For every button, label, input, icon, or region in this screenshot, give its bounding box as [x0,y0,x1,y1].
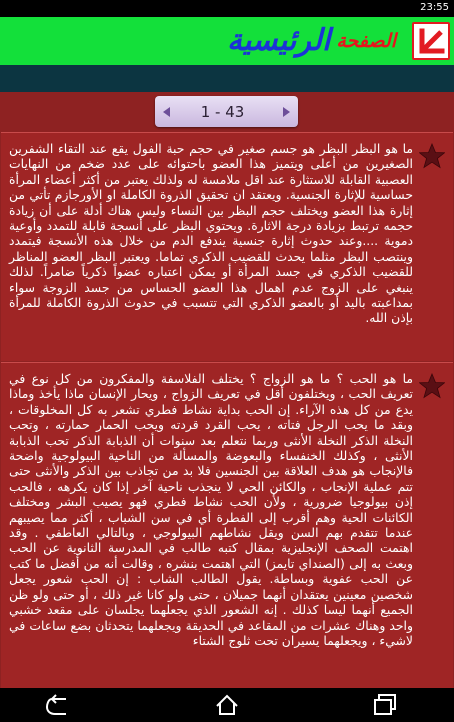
list-item[interactable] [1,362,453,688]
system-nav-bar [0,688,454,722]
article-text: ما هو الحب ؟ ما هو الزواج ؟ يختلف الفلاسفة والمفكرون من كل نوع في تعريف الحب ، ويختلفون أقل في تعريف الزواج ، ويحار الإنسان ماذا يأخذ وماذا يدع من كل هذه الآراء. إن الحب بداية نشاط فطري تشعر به كل المخلوقات ، وبقد ما يحب الرجل فتاته ، يحب القرد قردته ويحب الحمار حمارته ، وتحب النخلة الذكر النخلة الأنثى وربما نتعلم بعد سنوات أن الذبابة الذكر تحب الذبابة الأنثى ، وكذلك الخنفساء والبعوضة والمسألة من الناحية البيولوجية واضحة فالإنجاب هو هدف العلاقة بين الجنسين فلا بد من تجاذب بين الذكر والأنثى حتى تتم عملية الإنجاب ، والكائن الحي لا ينجذب ناحية آخر إذا كان يكرهه ، فالحب إذن بيولوجيا ضرورية ، ولأن الحب نشاط فطري فهو يصيب البشر ومختلف الكائنات الحية وهم أقرب إلى الفطرة أي في سن الشباب ، أكثر مما يصيبهم عندما تتقدم بهم السن ويقل نشاطهم البيولوجي ، وبالتالي العاطفي . وقد اهتمت الصحف الإنجليزية بمقال كتبه طالب في المدرسة الثانوية عن الحب وبعث به إلى (الصنداي تايمز) التي اهتمت بنشره ، وقالت أنه من أفضل ما كتب عن الحب عفوية وبساطة. يقول الطالب الشاب : إن الحب شعور يجعل شخصين معينين يعتقدان أنهما جميلان ، حتى ولو كانا غير ذلك ، أو حتى ولو ظن الجميع أنهما ليسا كذلك . إنه الشعور الذي يجعلهما يجلسان على مقعد خشبي واحد وهناك عشرات من المقاعد في الحديقة ويجعلهما يتحدثان بضع ساعات في لاشيء ، ويجعلهما يسيران تحت ثلوج الشتاء [9,371,413,648]
list-item[interactable] [1,132,453,361]
star-icon [419,143,445,169]
nav-home-icon[interactable] [214,693,240,717]
status-clock: 23:55 [420,2,449,13]
app-header [0,17,454,65]
star-icon [419,373,445,399]
page-title-word2: الرئيسية [227,23,331,58]
back-arrow-icon [415,25,447,57]
header-band [0,65,454,92]
next-arrow-icon[interactable] [283,107,290,117]
page-title [227,21,396,61]
page-selector[interactable] [155,96,298,127]
page-title-word1: الصفحة [336,30,396,52]
page-count: 1 - 43 [200,103,245,121]
status-bar [0,0,454,17]
nav-recents-icon[interactable] [372,693,398,717]
previous-arrow-icon[interactable] [163,107,170,117]
pager-area [0,92,454,132]
article-text: ما هو البظر البظر هو جسم صغير في حجم حبة الفول يقع عند التقاء الشفرين الصغيرين من أعلى ويتميز هذا العضو باحتوائه على عدد ضخم من النهايات العصبية القابلة للاستثارة عند اقل ملامسة له ولذلك يعتبر من أكثر أعضاء المرأة حساسية للإثارة الجنسية. ويعتقد ان تحقيق الذروة الكاملة او الأورجازم تأتي من إثارة هذا العضو ويختلف حجم البظر بين النساء وليس هناك أدلة على أن زيادة حجمه ترتبط بزيادة درجة الاثارة. ويحتوي البظر على أنسجة قابلة للتمدد وأوعية دموية ....وعند حدوث إثارة جنسية يندفع الدم من خلال هذه الأنسجة فيتمدد وينتصب البظر مثلما يحدث للقضيب الذكري تماما. ويعتبر البظر العضو المناظر للقضيب الذكري في جسد المرأة أو يمكن اعتباره عضواً ذكرياً ضامراً. لذلك ينبغي على الزوج عدم اهمال هذا العضو الحساس من جسد الزوجة سواء بمداعبته باليد أو بالعضو الذكري التي تتسبب في حدوث الذروة الكاملة للمرأة بإذن الله. [9,141,413,326]
article-list[interactable] [0,132,454,688]
back-button[interactable] [412,22,450,60]
nav-back-icon[interactable] [44,693,70,717]
